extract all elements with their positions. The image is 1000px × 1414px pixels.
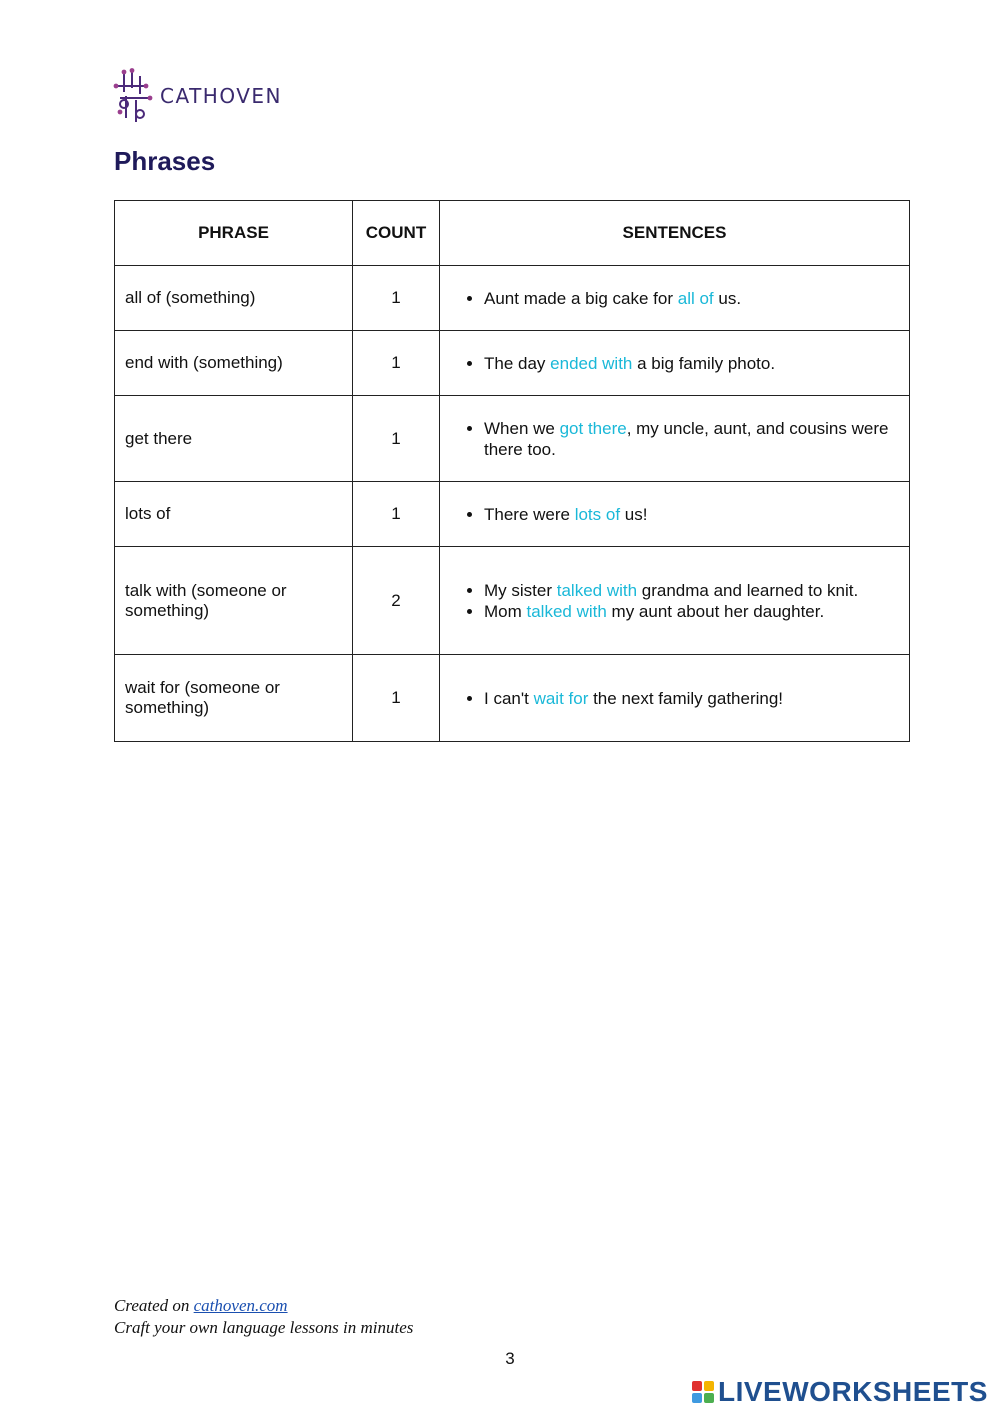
highlighted-phrase: all of	[677, 288, 714, 308]
logo-block	[704, 1381, 714, 1391]
logo-block	[692, 1393, 702, 1403]
sentence-item: • Aunt made a big cake for all of us.	[484, 288, 899, 309]
sentences-cell	[440, 547, 910, 655]
brand-logo	[112, 68, 282, 124]
highlighted-phrase: got there	[559, 418, 627, 438]
sentence-item: • The day ended with a big family photo.	[484, 353, 899, 374]
table-row	[115, 266, 910, 331]
highlighted-phrase: ended with	[550, 353, 633, 373]
page-number: 3	[505, 1349, 515, 1368]
highlighted-phrase: lots of	[574, 504, 621, 524]
count-cell: 1	[353, 331, 440, 396]
sentence-item: • I can't wait for the next family gathering!	[484, 688, 899, 709]
count-cell: 1	[353, 482, 440, 547]
cathoven-logo-icon	[112, 68, 154, 124]
logo-block	[704, 1393, 714, 1403]
sentences-cell	[440, 396, 910, 482]
liveworksheets-logo-icon	[692, 1381, 714, 1403]
count-cell: 1	[353, 396, 440, 482]
sentence-item: • When we got there, my uncle, aunt, and cousins were there too.	[484, 418, 899, 460]
table-row	[115, 655, 910, 742]
count-cell: 1	[353, 266, 440, 331]
table-row	[115, 331, 910, 396]
sentences-cell	[440, 266, 910, 331]
cathoven-link[interactable]: cathoven.com	[193, 1296, 288, 1315]
highlighted-phrase: talked with	[556, 580, 638, 600]
sentences-cell	[440, 331, 910, 396]
sentence-item: • There were lots of us!	[484, 504, 899, 525]
table-header-row	[115, 201, 910, 266]
liveworksheets-watermark	[692, 1376, 988, 1408]
page-title: Phrases	[114, 146, 216, 176]
sentences-cell	[440, 482, 910, 547]
sentence-item: • Mom talked with my aunt about her daughter.	[484, 601, 899, 622]
footer-tagline: Craft your own language lessons in minutes	[114, 1318, 414, 1337]
phrase-cell: get there	[115, 396, 353, 482]
count-cell: 2	[353, 547, 440, 655]
phrase-cell: talk with (someone or something)	[115, 547, 353, 655]
phrases-table	[114, 200, 910, 742]
phrase-cell: end with (something)	[115, 331, 353, 396]
footer-created-line: Created on cathoven.com	[114, 1296, 288, 1315]
sentence-item: • My sister talked with grandma and learned to knit.	[484, 580, 899, 601]
phrase-cell: lots of	[115, 482, 353, 547]
brand-name: CATHOVEN	[160, 84, 283, 108]
table-row	[115, 396, 910, 482]
sentences-cell	[440, 655, 910, 742]
logo-block	[692, 1381, 702, 1391]
table-row	[115, 547, 910, 655]
table-row	[115, 482, 910, 547]
phrase-cell: wait for (someone or something)	[115, 655, 353, 742]
footer	[114, 1295, 413, 1339]
highlighted-phrase: wait for	[533, 688, 589, 708]
highlighted-phrase: talked with	[526, 601, 607, 621]
header-phrase: PHRASE	[115, 201, 353, 266]
header-sentences: SENTENCES	[440, 201, 910, 266]
phrase-cell: all of (something)	[115, 266, 353, 331]
count-cell: 1	[353, 655, 440, 742]
liveworksheets-text: LIVEWORKSHEETS	[718, 1376, 988, 1407]
header-count: COUNT	[353, 201, 440, 266]
